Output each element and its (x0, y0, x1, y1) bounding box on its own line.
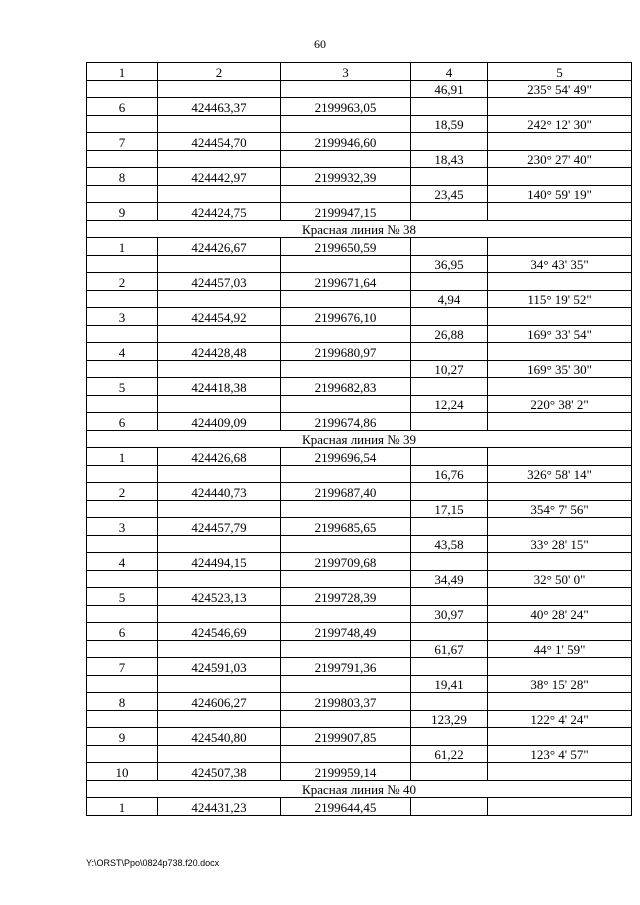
cell-c1 (87, 185, 158, 203)
cell-c4 (411, 133, 488, 151)
cell-c2 (158, 605, 281, 623)
cell-c3: 2199674,86 (281, 413, 411, 431)
cell-c2: 424431,23 (158, 798, 281, 816)
cell-c3 (281, 500, 411, 518)
cell-c3: 2199946,60 (281, 133, 411, 151)
cell-c3 (281, 255, 411, 273)
table-row (87, 518, 632, 536)
cell-c5 (488, 798, 632, 816)
cell-c1: 1 (87, 448, 158, 466)
cell-c2: 424606,27 (158, 693, 281, 711)
cell-c2: 424454,92 (158, 308, 281, 326)
table-row (87, 553, 632, 571)
cell-c4: 123,29 (411, 710, 488, 728)
cell-c3 (281, 535, 411, 553)
cell-c2 (158, 290, 281, 308)
cell-c1 (87, 465, 158, 483)
cell-c1: 6 (87, 623, 158, 641)
cell-c5: 169° 33' 54" (488, 325, 632, 343)
cell-c5 (488, 378, 632, 396)
cell-c2: 424523,13 (158, 588, 281, 606)
cell-c4: 61,22 (411, 745, 488, 763)
table-row (87, 115, 632, 133)
cell-c5: 40° 28' 24" (488, 605, 632, 623)
cell-c5: 38° 15' 28" (488, 675, 632, 693)
cell-c5: 235° 54' 49" (488, 80, 632, 98)
cell-c4 (411, 98, 488, 116)
cell-c1 (87, 605, 158, 623)
cell-c4: 23,45 (411, 185, 488, 203)
cell-c3 (281, 710, 411, 728)
cell-c5 (488, 623, 632, 641)
cell-c2 (158, 710, 281, 728)
cell-c3 (281, 640, 411, 658)
cell-c4 (411, 483, 488, 501)
cell-c4 (411, 658, 488, 676)
cell-c2: 424428,48 (158, 343, 281, 361)
cell-c3: 2199680,97 (281, 343, 411, 361)
cell-c5: 140° 59' 19" (488, 185, 632, 203)
cell-c4: 16,76 (411, 465, 488, 483)
cell-c1: 6 (87, 98, 158, 116)
cell-c4: 46,91 (411, 80, 488, 98)
cell-c1 (87, 290, 158, 308)
cell-c3: 2199676,10 (281, 308, 411, 326)
cell-c1 (87, 500, 158, 518)
table-row (87, 483, 632, 501)
cell-c5: 32° 50' 0" (488, 570, 632, 588)
cell-c2: 424540,80 (158, 728, 281, 746)
header-col-3: 3 (281, 63, 411, 81)
cell-c3: 2199932,39 (281, 168, 411, 186)
cell-c3: 2199791,36 (281, 658, 411, 676)
cell-c3 (281, 115, 411, 133)
cell-c2: 424494,15 (158, 553, 281, 571)
cell-c3: 2199959,14 (281, 763, 411, 781)
cell-c5 (488, 483, 632, 501)
cell-c4: 34,49 (411, 570, 488, 588)
header-col-1: 1 (87, 63, 158, 81)
cell-c5: 326° 58' 14" (488, 465, 632, 483)
cell-c1: 5 (87, 378, 158, 396)
table-row (87, 448, 632, 466)
cell-c4 (411, 518, 488, 536)
cell-c4: 18,43 (411, 150, 488, 168)
cell-c2: 424424,75 (158, 203, 281, 221)
cell-c4 (411, 343, 488, 361)
cell-c2 (158, 465, 281, 483)
cell-c4: 17,15 (411, 500, 488, 518)
cell-c1 (87, 745, 158, 763)
cell-c3 (281, 325, 411, 343)
cell-c3: 2199671,64 (281, 273, 411, 291)
table-row (87, 693, 632, 711)
cell-c4: 61,67 (411, 640, 488, 658)
cell-c1 (87, 325, 158, 343)
table-row (87, 80, 632, 98)
cell-c5 (488, 448, 632, 466)
cell-c5 (488, 98, 632, 116)
cell-c2 (158, 325, 281, 343)
cell-c5 (488, 273, 632, 291)
cell-c5 (488, 658, 632, 676)
cell-c1 (87, 675, 158, 693)
table-row (87, 378, 632, 396)
table-row (87, 343, 632, 361)
coordinates-table (86, 62, 632, 816)
cell-c2: 424507,38 (158, 763, 281, 781)
section-title: Красная линия № 38 (87, 220, 632, 238)
cell-c1: 3 (87, 308, 158, 326)
table-row (87, 500, 632, 518)
cell-c5: 169° 35' 30" (488, 360, 632, 378)
cell-c1: 10 (87, 763, 158, 781)
cell-c1 (87, 80, 158, 98)
cell-c4 (411, 623, 488, 641)
cell-c1 (87, 395, 158, 413)
cell-c4: 26,88 (411, 325, 488, 343)
cell-c3 (281, 675, 411, 693)
cell-c2: 424409,09 (158, 413, 281, 431)
cell-c2 (158, 535, 281, 553)
cell-c3: 2199748,49 (281, 623, 411, 641)
cell-c2 (158, 745, 281, 763)
cell-c3: 2199947,15 (281, 203, 411, 221)
cell-c1: 8 (87, 168, 158, 186)
cell-c3: 2199728,39 (281, 588, 411, 606)
cell-c5 (488, 238, 632, 256)
cell-c3 (281, 150, 411, 168)
table-row (87, 640, 632, 658)
table-row (87, 308, 632, 326)
cell-c3: 2199963,05 (281, 98, 411, 116)
cell-c5 (488, 553, 632, 571)
page-number: 60 (314, 37, 326, 51)
cell-c2 (158, 255, 281, 273)
cell-c3: 2199687,40 (281, 483, 411, 501)
cell-c1: 6 (87, 413, 158, 431)
cell-c2 (158, 570, 281, 588)
cell-c5 (488, 763, 632, 781)
cell-c1: 1 (87, 238, 158, 256)
table-row (87, 255, 632, 273)
cell-c2 (158, 185, 281, 203)
cell-c4 (411, 378, 488, 396)
cell-c5: 230° 27' 40" (488, 150, 632, 168)
cell-c4 (411, 273, 488, 291)
table-row (87, 763, 632, 781)
cell-c3: 2199682,83 (281, 378, 411, 396)
table-row (87, 273, 632, 291)
cell-c2 (158, 80, 281, 98)
cell-c4: 36,95 (411, 255, 488, 273)
cell-c1: 8 (87, 693, 158, 711)
cell-c5: 115° 19' 52" (488, 290, 632, 308)
cell-c4 (411, 728, 488, 746)
cell-c3: 2199696,54 (281, 448, 411, 466)
cell-c1 (87, 710, 158, 728)
table-row (87, 745, 632, 763)
cell-c1: 5 (87, 588, 158, 606)
cell-c1: 9 (87, 728, 158, 746)
cell-c1: 2 (87, 483, 158, 501)
cell-c5: 33° 28' 15" (488, 535, 632, 553)
cell-c4: 4,94 (411, 290, 488, 308)
cell-c2 (158, 115, 281, 133)
cell-c2: 424418,38 (158, 378, 281, 396)
cell-c4 (411, 798, 488, 816)
cell-c5 (488, 518, 632, 536)
cell-c3 (281, 570, 411, 588)
cell-c4: 18,59 (411, 115, 488, 133)
cell-c1 (87, 115, 158, 133)
section-header-row (87, 430, 632, 448)
cell-c2 (158, 395, 281, 413)
cell-c4 (411, 168, 488, 186)
cell-c5: 122° 4' 24" (488, 710, 632, 728)
cell-c3: 2199685,65 (281, 518, 411, 536)
cell-c4: 12,24 (411, 395, 488, 413)
table-row (87, 360, 632, 378)
cell-c5: 242° 12' 30" (488, 115, 632, 133)
cell-c2: 424454,70 (158, 133, 281, 151)
table-row (87, 238, 632, 256)
table-row (87, 395, 632, 413)
file-path-footer: Y:\ORST\Ppo\0824p738.f20.docx (86, 858, 220, 868)
cell-c3 (281, 465, 411, 483)
cell-c5: 220° 38' 2" (488, 395, 632, 413)
table-row (87, 465, 632, 483)
cell-c5: 44° 1' 59" (488, 640, 632, 658)
section-header-row (87, 780, 632, 798)
cell-c2: 424546,69 (158, 623, 281, 641)
cell-c1: 4 (87, 553, 158, 571)
cell-c3 (281, 290, 411, 308)
cell-c1 (87, 255, 158, 273)
cell-c1: 3 (87, 518, 158, 536)
cell-c1 (87, 150, 158, 168)
table-row (87, 535, 632, 553)
cell-c2: 424463,37 (158, 98, 281, 116)
table-row (87, 570, 632, 588)
cell-c5 (488, 413, 632, 431)
table-row (87, 203, 632, 221)
cell-c2: 424426,67 (158, 238, 281, 256)
table-row (87, 623, 632, 641)
header-col-2: 2 (158, 63, 281, 81)
table-row (87, 98, 632, 116)
cell-c4: 10,27 (411, 360, 488, 378)
cell-c5 (488, 203, 632, 221)
table-header-row (87, 63, 632, 81)
cell-c4 (411, 693, 488, 711)
cell-c4 (411, 308, 488, 326)
cell-c5: 34° 43' 35" (488, 255, 632, 273)
cell-c2 (158, 360, 281, 378)
cell-c1 (87, 535, 158, 553)
cell-c4 (411, 763, 488, 781)
table-row (87, 710, 632, 728)
cell-c3: 2199907,85 (281, 728, 411, 746)
cell-c3 (281, 395, 411, 413)
cell-c5 (488, 308, 632, 326)
cell-c4 (411, 553, 488, 571)
cell-c3 (281, 605, 411, 623)
table-row (87, 325, 632, 343)
cell-c2: 424457,79 (158, 518, 281, 536)
section-header-row (87, 220, 632, 238)
cell-c5 (488, 133, 632, 151)
cell-c4 (411, 238, 488, 256)
cell-c1 (87, 640, 158, 658)
cell-c2: 424442,97 (158, 168, 281, 186)
cell-c2 (158, 675, 281, 693)
table-row (87, 133, 632, 151)
cell-c1: 7 (87, 658, 158, 676)
cell-c5 (488, 343, 632, 361)
cell-c5 (488, 693, 632, 711)
cell-c2: 424426,68 (158, 448, 281, 466)
cell-c5: 354° 7' 56" (488, 500, 632, 518)
table-row (87, 798, 632, 816)
cell-c2 (158, 150, 281, 168)
cell-c5 (488, 588, 632, 606)
cell-c4 (411, 448, 488, 466)
cell-c5 (488, 728, 632, 746)
cell-c3: 2199644,45 (281, 798, 411, 816)
cell-c3: 2199803,37 (281, 693, 411, 711)
cell-c2: 424457,03 (158, 273, 281, 291)
cell-c2: 424591,03 (158, 658, 281, 676)
section-title: Красная линия № 39 (87, 430, 632, 448)
table-row (87, 290, 632, 308)
cell-c3: 2199709,68 (281, 553, 411, 571)
table-row (87, 185, 632, 203)
cell-c3 (281, 185, 411, 203)
table-row (87, 675, 632, 693)
cell-c5: 123° 4' 57" (488, 745, 632, 763)
header-col-5: 5 (488, 63, 632, 81)
table-row (87, 413, 632, 431)
cell-c1 (87, 360, 158, 378)
table-row (87, 150, 632, 168)
section-title: Красная линия № 40 (87, 780, 632, 798)
cell-c4: 43,58 (411, 535, 488, 553)
cell-c4: 30,97 (411, 605, 488, 623)
cell-c2 (158, 640, 281, 658)
cell-c1: 2 (87, 273, 158, 291)
cell-c3 (281, 360, 411, 378)
table-row (87, 588, 632, 606)
cell-c5 (488, 168, 632, 186)
table-row (87, 658, 632, 676)
table-row (87, 168, 632, 186)
cell-c1: 4 (87, 343, 158, 361)
cell-c4 (411, 203, 488, 221)
cell-c3 (281, 745, 411, 763)
cell-c3 (281, 80, 411, 98)
cell-c1: 9 (87, 203, 158, 221)
cell-c1: 7 (87, 133, 158, 151)
table-row (87, 605, 632, 623)
cell-c1 (87, 570, 158, 588)
cell-c4 (411, 588, 488, 606)
cell-c4 (411, 413, 488, 431)
cell-c1: 1 (87, 798, 158, 816)
cell-c4: 19,41 (411, 675, 488, 693)
cell-c2 (158, 500, 281, 518)
cell-c3: 2199650,59 (281, 238, 411, 256)
cell-c2: 424440,73 (158, 483, 281, 501)
table-row (87, 728, 632, 746)
header-col-4: 4 (411, 63, 488, 81)
